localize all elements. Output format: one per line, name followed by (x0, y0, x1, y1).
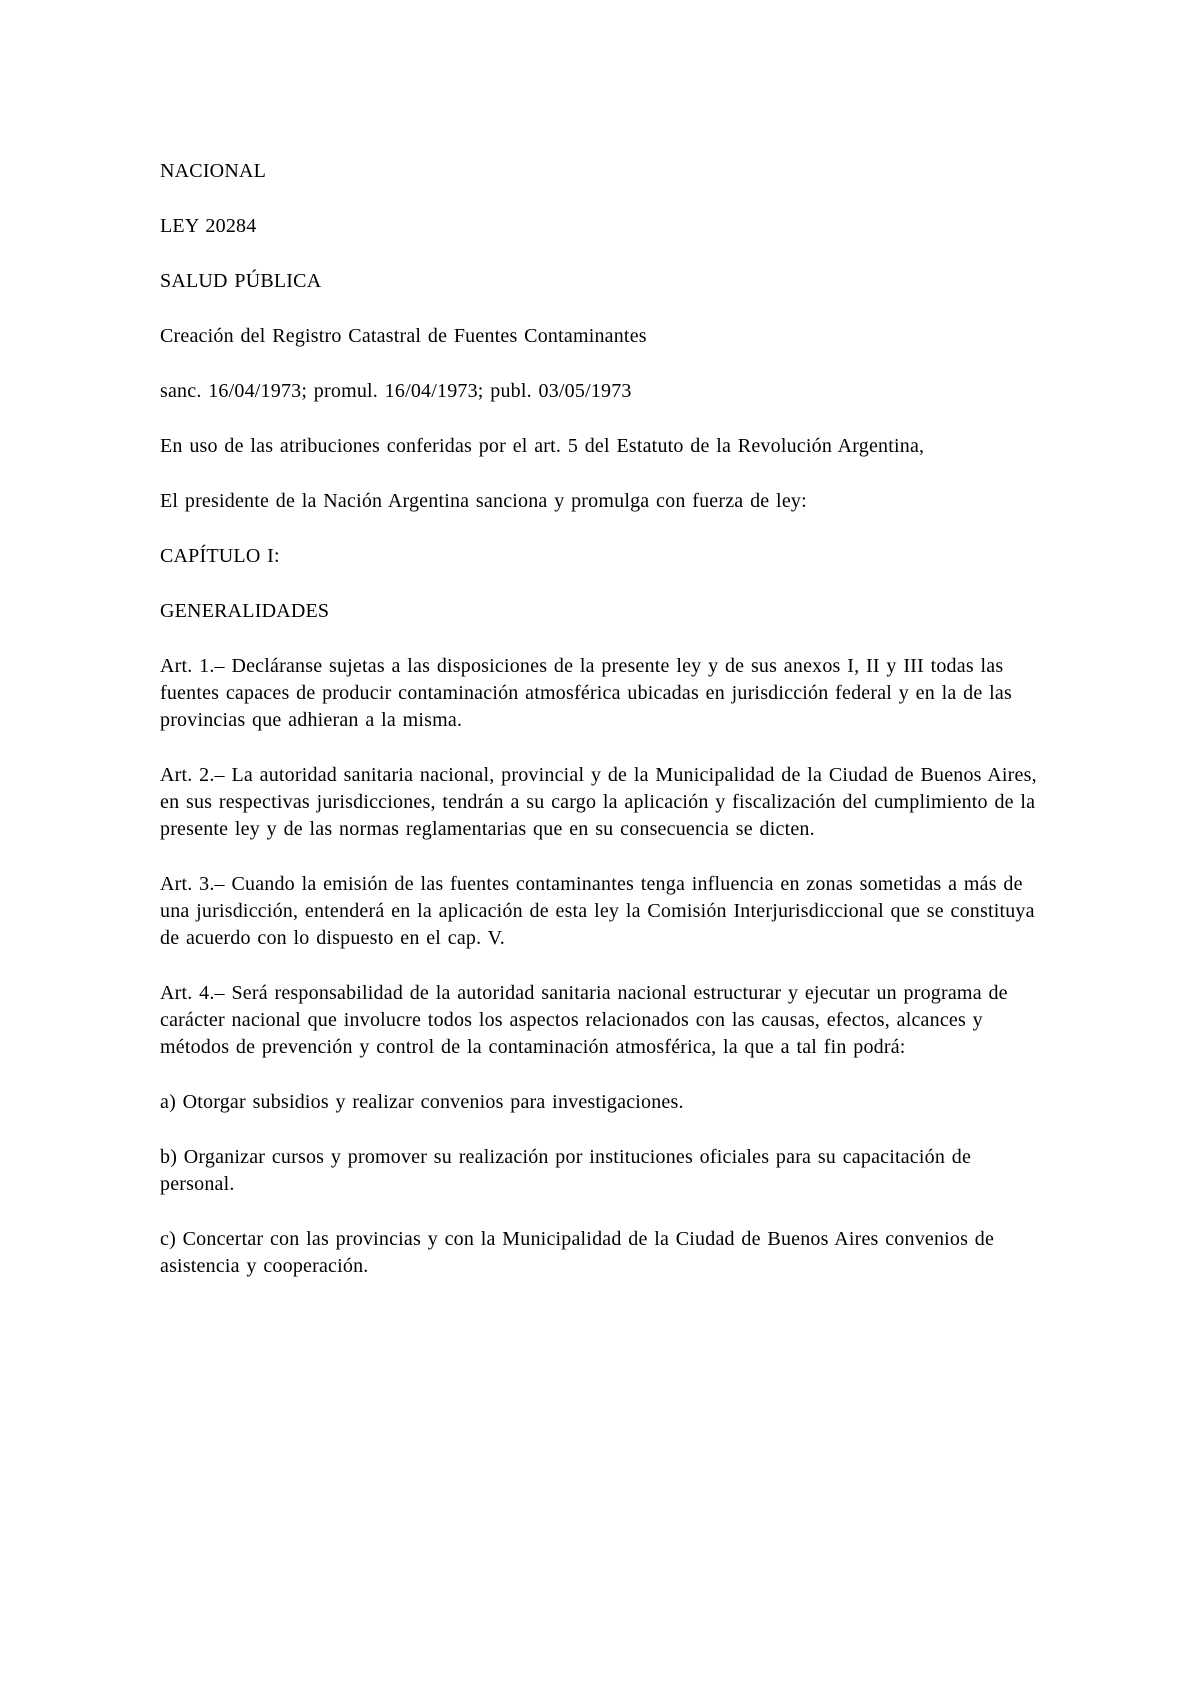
list-item-b: b) Organizar cursos y promover su realización por instituciones oficiales para su capacitación de personal. (160, 1146, 972, 1195)
doc-subject: SALUD PÚBLICA (160, 270, 322, 292)
list-item-c: c) Concertar con las provincias y con la Municipalidad de la Ciudad de Buenos Aires convenios de asistencia y cooperación. (160, 1228, 995, 1277)
paragraph-article-4: Art. 4.– Será responsabilidad de la autoridad sanitaria nacional estructurar y ejecutar un programa de carácter nacional que involucre todos los aspectos relacionados con las causas, efectos, alcances y métodos de prevención y control de la contaminación atmosférica, la que a tal fin podrá: (160, 982, 1008, 1058)
doc-jurisdiction: NACIONAL (160, 160, 267, 182)
paragraph-article-1: Art. 1.– Decláranse sujetas a las disposiciones de la presente ley y de sus anexos I, II y III todas las fuentes capaces de producir contaminación atmosférica ubicadas en jurisdicción federal y en la de las provincias que adhieran a la misma. (160, 655, 1012, 731)
chapter-heading: CAPÍTULO I: (160, 545, 280, 567)
doc-title: Creación del Registro Catastral de Fuentes Contaminantes (160, 325, 647, 347)
paragraph-enacting-formula: El presidente de la Nación Argentina sanciona y promulga con fuerza de ley: (160, 490, 807, 512)
doc-law-number: LEY 20284 (160, 215, 257, 237)
paragraph-article-2: Art. 2.– La autoridad sanitaria nacional, provincial y de la Municipalidad de la Ciudad de Buenos Aires, en sus respectivas jurisdicciones, tendrán a su cargo la aplicación y fiscalización del cumplimiento de la presente ley y de las normas reglamentarias que en su consecuencia se dicten. (160, 764, 1037, 840)
chapter-subheading: GENERALIDADES (160, 600, 330, 622)
list-item-a: a) Otorgar subsidios y realizar convenios para investigaciones. (160, 1091, 684, 1113)
paragraph-article-3: Art. 3.– Cuando la emisión de las fuentes contaminantes tenga influencia en zonas sometidas a más de una jurisdicción, entenderá en la aplicación de esta ley la Comisión Interjurisdiccional que se constituya de acuerdo con lo dispuesto en el cap. V. (160, 873, 1035, 949)
paragraph-preamble: En uso de las atribuciones conferidas por el art. 5 del Estatuto de la Revolución Argentina, (160, 435, 925, 457)
doc-dates-line: sanc. 16/04/1973; promul. 16/04/1973; publ. 03/05/1973 (160, 380, 632, 402)
document-page (160, 158, 1044, 1308)
